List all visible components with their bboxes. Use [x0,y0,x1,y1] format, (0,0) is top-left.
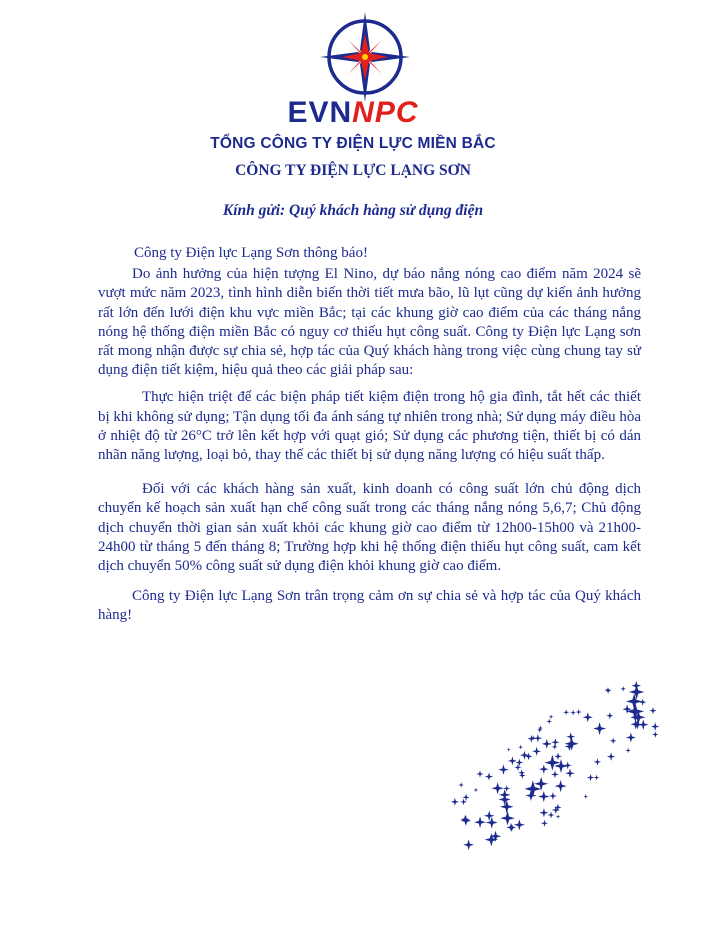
star-shape [525,752,533,760]
star-shape [551,770,559,778]
star-shape [525,790,536,801]
letter-body [98,244,641,626]
letter-closing: Công ty Điện lực Lạng Sơn trân trọng cảm ơn sự chia sẻ và hợp tác của Quý khách hàng! [98,588,641,624]
star-shape [626,693,642,709]
star-shape [607,752,615,760]
star-shape [651,722,660,731]
star-shape [514,764,521,771]
star-shape [549,792,557,800]
star-shape [484,811,494,821]
star-shape [649,707,656,714]
star-shape [500,800,513,813]
paragraph-1: Do ảnh hưởng của hiện tượng El Nino, dự báo nắng nóng cao điểm năm 2024 sẽ vượt mức năm 2023, tình hình diễn biến thời tiết mưa bão, lũ lụt cũng dự kiến ảnh hưởng rất lớn đến lưới điện khu vực miền Bắc; tại các khung giờ cao điểm của các tháng nắng nóng hệ thống điện miền Bắc có nguy cơ thiếu hụt công suất. Công ty Điện lực Lạng sơn rất mong nhận được sự chia sẻ, hợp tác của Quý khách hàng trong việc cùng chung tay sử dụng điện tiết kiệm, hiệu quả theo các giải pháp sau: [98,266,641,379]
star-shape [587,774,594,781]
star-shape [532,747,541,756]
star-shape [556,814,561,819]
star-shape [549,714,554,719]
star-shape [539,764,548,773]
star-shape [605,687,612,694]
brand-npc: NPC [352,96,419,129]
star-shape [539,808,548,817]
star-shape [626,732,636,742]
star-shape [508,756,517,765]
star-shape [546,719,552,725]
star-shape [520,751,529,760]
evn-star-compass-icon [318,10,412,104]
star-shape [633,720,643,730]
star-shape [518,745,523,750]
star-shape [548,811,555,818]
star-shape [476,770,483,777]
star-shape [629,684,644,699]
star-shape [485,772,493,780]
star-cluster-icon [440,680,660,850]
brand-evn: EVN [287,96,353,129]
star-shape [610,738,617,745]
paragraph-2: Thực hiện triệt để các biện pháp tiết kiệm điện trong hộ gia đình, tắt hết các thiết bị khi không sử dụng; Tận dụng tối đa ánh sáng tự nhiên trong nhà; Sử dụng máy điều hòa ở nhiệt độ từ 26°C trở lên kết hợp với quạt gió; Sử dụng các phương tiện, thiết bị có dán nhãn năng lượng, loại bỏ, thay thế các thiết bị sử dụng năng lượng có hiệu suất thấp. [98,389,641,464]
star-shape [552,744,558,750]
star-shape [551,738,559,746]
star-shape [499,789,511,801]
star-shape [500,811,515,826]
star-shape [451,798,459,806]
star-shape [566,732,575,741]
star-shape [516,759,524,767]
star-shape [461,815,470,824]
star-shape [538,791,549,802]
star-shape [594,758,601,765]
star-shape [514,819,525,830]
star-shape [527,735,535,743]
star-shape [498,764,508,774]
corporation-name: TỔNG CÔNG TY ĐIỆN LỰC MIỀN BẮC [210,135,496,152]
brand-logotype [0,96,706,130]
star-shape [554,759,568,773]
star-shape [606,712,613,719]
star-shape [486,817,498,829]
star-shape [474,816,486,828]
star-shape [492,782,504,794]
star-shape [570,710,576,716]
star-shape [652,731,658,737]
star-shape [554,752,562,760]
star-shape [541,820,548,827]
star-shape [565,768,575,778]
company-name: CÔNG TY ĐIỆN LỰC LẠNG SƠN [235,162,471,179]
star-shape [463,839,474,850]
star-shape [594,775,600,781]
star-shape [625,748,631,754]
star-shape [458,782,463,787]
star-shape [542,739,552,749]
paragraph-3: Đối với các khách hàng sản xuất, kinh doanh có công suất lớn chủ động dịch chuyển kế hoạch sản xuất hạn chế công suất trong các tháng nắng nóng 5,6,7; Chủ động dịch chuyển thời gian sản xuất khỏi các khung giờ cao điểm từ 12h00-15h00 và 21h00-24h00 từ tháng 5 đến tháng 8; Trường hợp khi hệ thống điện thiếu hụt công suất, cam kết dịch chuyển 50% công suất sử dụng điện khỏi khung giờ cao điểm. [98,481,641,575]
star-shape [563,709,569,715]
letter-greeting: Kính gửi: Quý khách hàng sử dụng điện [222,202,484,219]
star-shape [576,709,582,715]
star-shape [583,712,593,722]
star-shape [534,734,542,742]
star-shape [583,794,588,799]
letter-opening: Công ty Điện lực Lạng Sơn thông báo! [134,245,368,261]
star-shape [639,699,646,706]
star-shape [620,686,626,692]
star-shape [555,780,567,792]
star-shape [473,788,478,793]
star-shape [507,747,511,751]
star-shape [565,737,579,751]
star-shape [593,722,606,735]
